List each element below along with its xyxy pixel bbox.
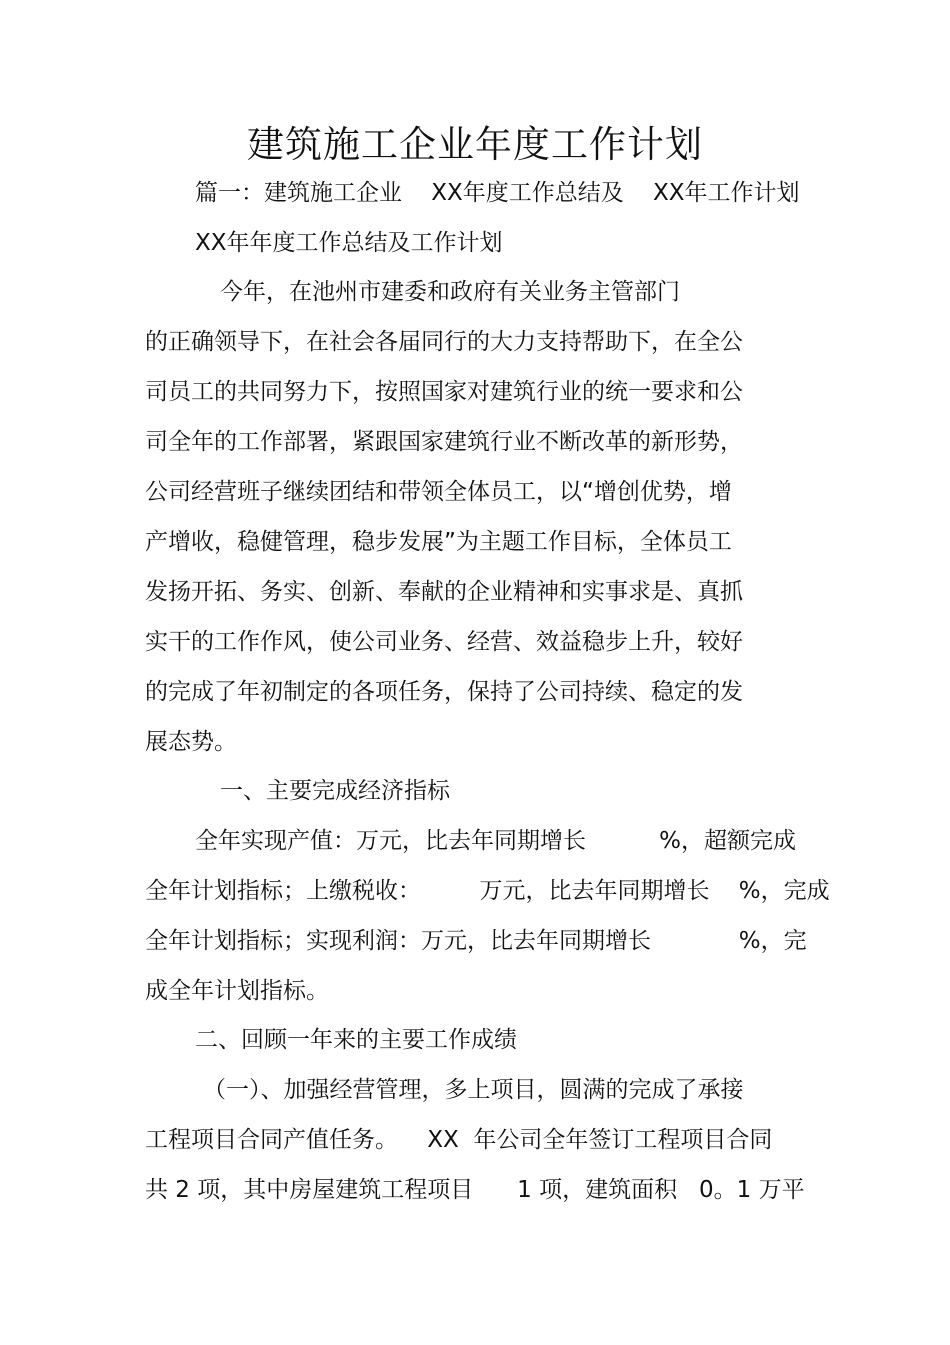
- paragraph-line: 发扬开拓、务实、创新、奉献的企业精神和实事求是、真抓: [145, 579, 743, 605]
- paragraph-line: 司员工的共同努力下，按照国家对建筑行业的统一要求和公: [145, 379, 743, 405]
- paragraph-line: 成全年计划指标。: [145, 978, 329, 1004]
- paragraph-line: 展态势。: [145, 729, 237, 755]
- paragraph-line: 产增收，稳健管理，稳步发展”为主题工作目标，全体员工: [145, 529, 732, 555]
- paragraph-line: 公司经营班子继续团结和带领全体员工，以“增创优势，增: [145, 479, 732, 505]
- paragraph-line: 共 2 项，其中房屋建筑工程项目 1 项，建筑面积 0。1 万平: [145, 1177, 805, 1203]
- paragraph-line: 工程项目合同产值任务。 XX 年公司全年签订工程项目合同: [145, 1127, 773, 1153]
- paragraph-line: 的完成了年初制定的各项任务，保持了公司持续、稳定的发: [145, 679, 743, 705]
- paragraph-line: 全年计划指标；上缴税收： 万元，比去年同期增长 %，完成: [145, 878, 830, 904]
- document-title: 建筑施工企业年度工作计划: [247, 123, 703, 166]
- paragraph-line: 全年计划指标；实现利润：万元，比去年同期增长 %，完: [145, 928, 807, 954]
- section-heading: XX年年度工作总结及工作计划: [195, 230, 503, 256]
- paragraph-line: 的正确领导下，在社会各届同行的大力支持帮助下，在全公: [145, 329, 743, 355]
- section-heading: 一、主要完成经济指标: [220, 778, 450, 804]
- paragraph-line: 实干的工作作风，使公司业务、经营、效益稳步上升，较好: [145, 629, 743, 655]
- subtitle-line: 篇一：建筑施工企业 XX年度工作总结及 XX年工作计划: [195, 180, 800, 206]
- section-heading: 二、回顾一年来的主要工作成绩: [195, 1027, 517, 1053]
- paragraph-line: 司全年的工作部署，紧跟国家建筑行业不断改革的新形势，: [145, 429, 743, 455]
- paragraph-line: 全年实现产值：万元，比去年同期增长 %，超额完成: [195, 828, 796, 854]
- paragraph-line: （一）、加强经营管理，多上项目，圆满的完成了承接: [203, 1077, 744, 1103]
- paragraph-line: 今年，在池州市建委和政府有关业务主管部门: [220, 279, 680, 305]
